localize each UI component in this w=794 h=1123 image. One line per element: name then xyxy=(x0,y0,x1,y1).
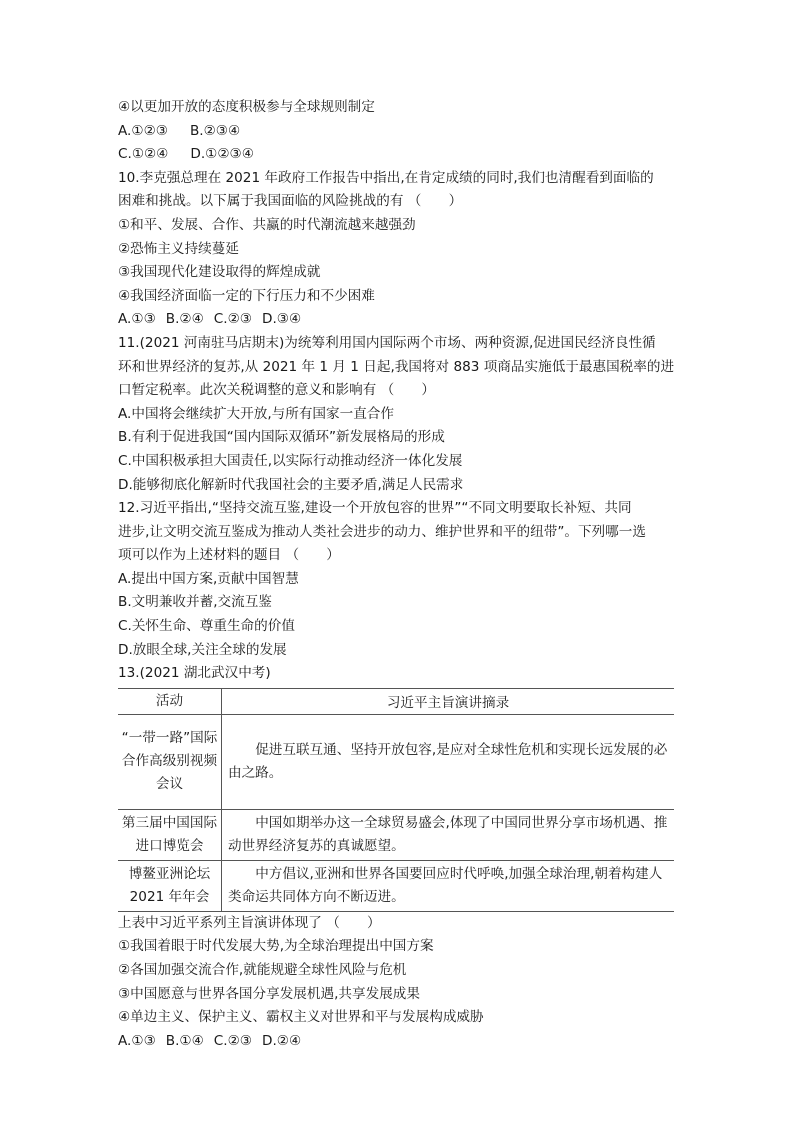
q10-options xyxy=(118,308,678,332)
row-activity: “一带一路”国际合作高级别视频会议 xyxy=(118,714,222,809)
table-header-row xyxy=(118,688,674,714)
q13-option-d[interactable]: D.②④ xyxy=(261,1032,302,1049)
q11-option-a[interactable]: A.中国将会继续扩大开放,与所有国家一直合作 xyxy=(118,405,394,422)
q10-option-d[interactable]: D.③④ xyxy=(261,311,302,328)
q12-option-a[interactable]: A.提出中国方案,贡献中国智慧 xyxy=(118,570,299,587)
q10-item-1: ①和平、发展、合作、共赢的时代潮流越来越强劲 xyxy=(118,216,416,233)
q10-item-3: ③我国现代化建设取得的辉煌成就 xyxy=(118,264,321,281)
q11-option-d[interactable]: D.能够彻底化解新时代我国社会的主要矛盾,满足人民需求 xyxy=(118,476,464,493)
q13-option-b[interactable]: B.①④ xyxy=(165,1032,204,1049)
speech-table xyxy=(118,688,674,912)
q11-option-c[interactable]: C.中国积极承担大国责任,以实际行动推动经济一体化发展 xyxy=(118,452,463,469)
table-row xyxy=(118,714,674,809)
q13-item-2: ②各国加强交流合作,就能规避全球性风险与危机 xyxy=(118,962,407,979)
q12-option-b[interactable]: B.文明兼收并蓄,交流互鉴 xyxy=(118,594,272,611)
q13-stem: 13.(2021 湖北武汉中考) xyxy=(118,665,271,682)
q10-option-c[interactable]: C.②③ xyxy=(213,311,252,328)
q13-option-c[interactable]: C.②③ xyxy=(213,1032,252,1049)
table-row xyxy=(118,860,674,911)
table-row xyxy=(118,809,674,860)
q9-option-b[interactable]: B.②③④ xyxy=(189,122,241,139)
row-activity: 第三届中国国际进口博览会 xyxy=(118,809,222,860)
header-speech: 习近平主旨演讲摘录 xyxy=(222,688,675,714)
q13-item-3: ③中国愿意与世界各国分享发展机遇,共享发展成果 xyxy=(118,985,420,1002)
q10-item-4: ④我国经济面临一定的下行压力和不少困难 xyxy=(118,287,375,304)
q12-stem-line-3: 项可以作为上述材料的题目 （ ） xyxy=(118,547,340,564)
row-speech: 促进互联互通、坚持开放包容,是应对全球性危机和实现长远发展的必由之路。 xyxy=(222,714,675,809)
q9-option-c[interactable]: C.①②④ xyxy=(118,146,169,163)
q13-item-1: ①我国着眼于时代发展大势,为全球治理提出中国方案 xyxy=(118,938,434,955)
q12-stem-line-1: 12.习近平指出,“坚持交流互鉴,建设一个开放包容的世界”“不同文明要取长补短、共同 xyxy=(118,500,632,517)
q9-options-ab xyxy=(118,120,678,144)
q13-option-a[interactable]: A.①③ xyxy=(118,1032,156,1049)
q10-stem-line-2: 困难和挑战。以下属于我国面临的风险挑战的有 （ ） xyxy=(118,193,463,210)
header-activity: 活动 xyxy=(118,688,222,714)
q11-option-b[interactable]: B.有利于促进我国“国内国际双循环”新发展格局的形成 xyxy=(118,429,445,446)
q10-option-b[interactable]: B.②④ xyxy=(165,311,204,328)
q12-option-d[interactable]: D.放眼全球,关注全球的发展 xyxy=(118,641,287,658)
q11-stem-line-1: 11.(2021 河南驻马店期末)为统筹利用国内国际两个市场、两种资源,促进国民经济良性循 xyxy=(118,334,656,351)
exam-page xyxy=(118,96,678,1053)
q13-after-table: 上表中习近平系列主旨演讲体现了 （ ） xyxy=(118,914,381,931)
q10-stem-line-1: 10.李克强总理在 2021 年政府工作报告中指出,在肯定成绩的同时,我们也清醒看到面临的 xyxy=(118,169,654,186)
q12-stem-line-2: 进步,让文明交流互鉴成为推动人类社会进步的动力、维护世界和平的纽带”。下列哪一选 xyxy=(118,523,646,540)
row-speech: 中方倡议,亚洲和世界各国要回应时代呼唤,加强全球治理,朝着构建人类命运共同体方向不断迈进。 xyxy=(222,860,675,911)
q10-item-2: ②恐怖主义持续蔓延 xyxy=(118,240,239,257)
q10-option-a[interactable]: A.①③ xyxy=(118,311,156,328)
q9-option-a[interactable]: A.①②③ xyxy=(118,122,168,139)
q11-stem-line-2: 环和世界经济的复苏,从 2021 年 1 月 1 日起,我国将对 883 项商品实施低于最惠国税率的进 xyxy=(118,358,675,375)
q9-options-cd xyxy=(118,143,678,167)
q9-item-4: ④以更加开放的态度积极参与全球规则制定 xyxy=(118,99,375,115)
row-activity: 博鳌亚洲论坛 2021 年年会 xyxy=(118,860,222,911)
row-speech: 中国如期举办这一全球贸易盛会,体现了中国同世界分享市场机遇、推动世界经济复苏的真诚愿望。 xyxy=(222,809,675,860)
q11-stem-line-3: 口暂定税率。此次关税调整的意义和影响有 （ ） xyxy=(118,382,435,399)
q13-options xyxy=(118,1030,678,1054)
q12-option-c[interactable]: C.关怀生命、尊重生命的价值 xyxy=(118,618,295,635)
q9-option-d[interactable]: D.①②③④ xyxy=(190,146,254,163)
q13-item-4: ④单边主义、保护主义、霸权主义对世界和平与发展构成威胁 xyxy=(118,1009,484,1026)
